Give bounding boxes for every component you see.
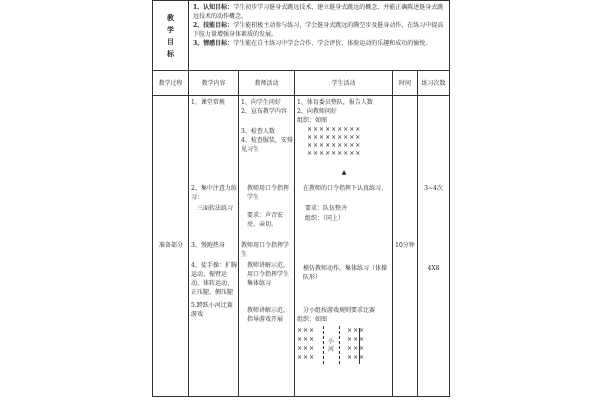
time-cell	[393, 96, 418, 397]
student-item: 在教师的口令指挥下认真练习。	[303, 185, 388, 192]
game-row: ×××	[347, 354, 366, 361]
count-value: 3~4次	[424, 185, 443, 192]
game-row: ×××	[347, 327, 366, 334]
process-cell	[153, 96, 189, 397]
teacher-item: 1、向学生问好	[241, 99, 281, 106]
goal-title: 1、认知目标：	[193, 4, 234, 11]
student-item: 组织：如图	[297, 117, 328, 124]
game-row: ×××	[297, 336, 316, 343]
river-label: 小河	[327, 338, 334, 353]
goals-label-char: 学	[167, 24, 174, 34]
goal-text: 学生能在自主练习中学会合作、学会评价，体验运动的乐趣和成功的愉悦。	[233, 40, 432, 47]
count-value: 4X8	[427, 265, 440, 272]
teacher-item: 教师讲解示范，指导游戏开展	[247, 307, 290, 323]
teacher-item: 要求：声音宏亮、亲切。	[247, 212, 284, 228]
formation-row: ×××××××××	[307, 126, 362, 133]
formation-row: ×××××××××	[307, 150, 362, 157]
student-item: 分小组按游戏规则要求比赛	[303, 307, 376, 314]
goal-text: 学生初步学习挺身式跳远技术，建立挺身式跳远的概念，并能正确陈述挺身式跳远技术的动作概念。	[193, 4, 444, 20]
teacher-item: 3、检查人数	[241, 128, 275, 135]
goal-skill	[193, 21, 449, 39]
goals-label-char: 教	[167, 12, 174, 22]
teacher-item: 教师用口令指挥学生	[241, 242, 290, 258]
goals-label-char: 标	[167, 48, 174, 58]
teacher-item: 2、宣布教学内容	[241, 108, 287, 115]
student-item: 组织：如图	[297, 316, 328, 323]
river-line-left	[323, 326, 324, 364]
goal-affective	[193, 39, 449, 48]
game-team-left	[297, 326, 315, 362]
formation-row: ×××××××××	[307, 142, 362, 149]
content-item: 5.跨跃小河比赛游戏	[191, 302, 233, 318]
goals-label	[153, 1, 189, 71]
river-line-right	[339, 326, 340, 364]
student-item: 1、体育委员整队，报告人数	[297, 99, 373, 106]
goal-text: 学生能积极主动参与练习，学会挺身式跳远的腾空步及挺身动作，在练习中提高下肢力量增强身体素质的发展。	[193, 22, 444, 38]
game-diagram	[297, 326, 391, 366]
student-cell	[295, 96, 393, 397]
content-item: 1、课堂常规	[191, 99, 225, 106]
game-row: ×××	[297, 354, 316, 361]
goal-title: 2、技能目标：	[193, 22, 234, 29]
lesson-plan-page	[152, 0, 449, 400]
formation-row: ×××××××××	[307, 134, 362, 141]
header-count: 练习次数	[418, 71, 450, 96]
teacher-item: 4、检查服装，安排见习生	[241, 137, 293, 153]
process-table	[152, 70, 450, 397]
game-row: ×××	[347, 336, 366, 343]
header-content: 教学内容	[189, 71, 239, 96]
time-value: 10分钟	[395, 242, 415, 249]
goal-title: 3、情感目标：	[193, 40, 234, 47]
teacher-cell	[239, 96, 295, 397]
process-label: 准备部分	[158, 242, 183, 249]
goal-cognitive	[193, 3, 449, 21]
teacher-item: 教师用口令指挥学生	[247, 185, 290, 201]
header-student: 学生活动	[295, 71, 393, 96]
student-item: 组织：（同上）	[305, 215, 345, 222]
content-cell	[189, 96, 239, 397]
game-team-right	[347, 326, 365, 362]
content-item: 4、徒手操：扩胸运动、振臂运动、体转运动、正压腿、侧压腿	[191, 262, 237, 296]
teacher-position-marker: ▲	[341, 169, 347, 176]
game-row: ×××	[347, 345, 366, 352]
teacher-item: 教师讲解示范，用口令指挥学生集体练习	[247, 262, 290, 287]
goals-table	[152, 0, 450, 71]
finish-line	[359, 328, 360, 364]
student-item: 模仿教师动作，集体练习（体操队形）	[303, 265, 388, 281]
count-cell	[418, 96, 450, 397]
student-item: 2、向教师问好	[297, 108, 337, 115]
content-item: 三面转法练习	[197, 205, 234, 212]
header-process: 教学过程	[153, 71, 189, 96]
header-time: 时间	[393, 71, 418, 96]
content-item: 3、慢跑热身	[191, 242, 225, 249]
game-row: ×××	[297, 345, 316, 352]
content-item: 2、集中注意力练习：	[191, 185, 237, 201]
formation-grid	[307, 126, 391, 158]
game-row: ×××	[297, 327, 316, 334]
goals-content	[189, 1, 450, 71]
header-teacher: 教师活动	[239, 71, 295, 96]
student-item: 要求：队伍整齐	[305, 205, 348, 212]
goals-label-char: 目	[167, 36, 174, 46]
